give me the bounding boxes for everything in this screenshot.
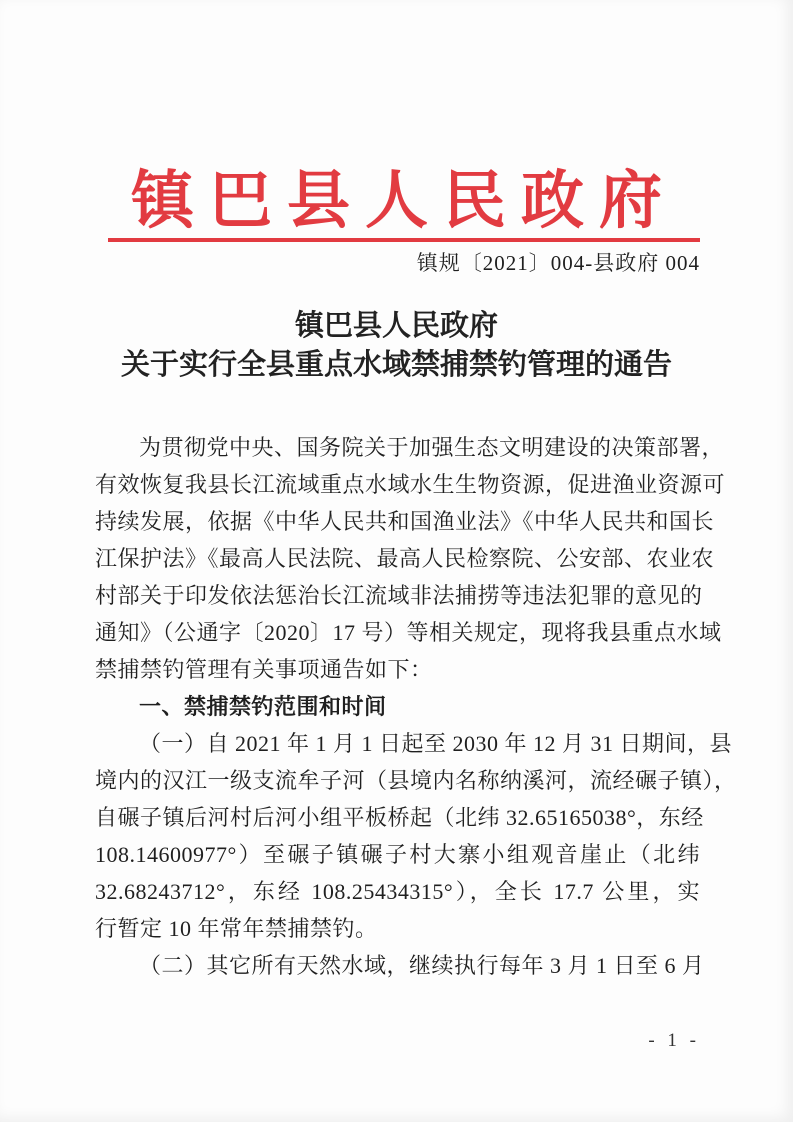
body-line: 通知》（公通字〔2020〕17 号）等相关规定，现将我县重点水域 xyxy=(95,620,722,645)
body-line: 江保护法》《最高人民法院、最高人民检察院、公安部、农业农 xyxy=(95,546,715,571)
body-line: 持续发展，依据《中华人民共和国渔业法》《中华人民共和国长 xyxy=(95,509,715,534)
body-line: 自碾子镇后河村后河小组平板桥起（北纬 32.65165038°，东经 xyxy=(95,805,704,830)
body-line: （二）其它所有天然水域，继续执行每年 3 月 1 日至 6 月 xyxy=(139,953,705,978)
body-line: 32.68243712°，东经 108.25434315°），全长 17.7 公里，实 xyxy=(95,879,700,904)
document-title-line2: 关于实行全县重点水域禁捕禁钓管理的通告 xyxy=(120,349,672,381)
document-title xyxy=(0,307,793,385)
agency-masthead: 镇巴县人民政府 xyxy=(131,166,677,236)
body-line: 108.14600977°）至碾子镇碾子村大寨小组观音崖止（北纬 xyxy=(95,842,700,867)
body-text xyxy=(95,429,737,984)
page-number: - 1 - xyxy=(648,1030,700,1051)
document-title-line1: 镇巴县人民政府 xyxy=(294,310,498,342)
section-heading: 一、禁捕禁钓范围和时间 xyxy=(139,694,387,719)
body-line: 村部关于印发依法惩治长江流域非法捕捞等违法犯罪的意见的 xyxy=(95,583,703,608)
body-line: 有效恢复我县长江流域重点水域水生生物资源，促进渔业资源可 xyxy=(95,472,726,497)
body-line: （一）自 2021 年 1 月 1 日起至 2030 年 12 月 31 日期间，县 xyxy=(139,731,733,756)
red-divider-line xyxy=(108,238,700,242)
body-line: 禁捕禁钓管理有关事项通告如下： xyxy=(95,657,433,682)
body-line: 行暂定 10 年常年禁捕禁钓。 xyxy=(95,916,378,941)
body-line: 境内的汉江一级支流牟子河（县境内名称纳溪河，流经碾子镇）， xyxy=(95,768,737,793)
body-line: 为贯彻党中央、国务院关于加强生态文明建设的决策部署， xyxy=(139,435,725,460)
document-number: 镇规〔2021〕004-县政府 004 xyxy=(416,251,700,275)
